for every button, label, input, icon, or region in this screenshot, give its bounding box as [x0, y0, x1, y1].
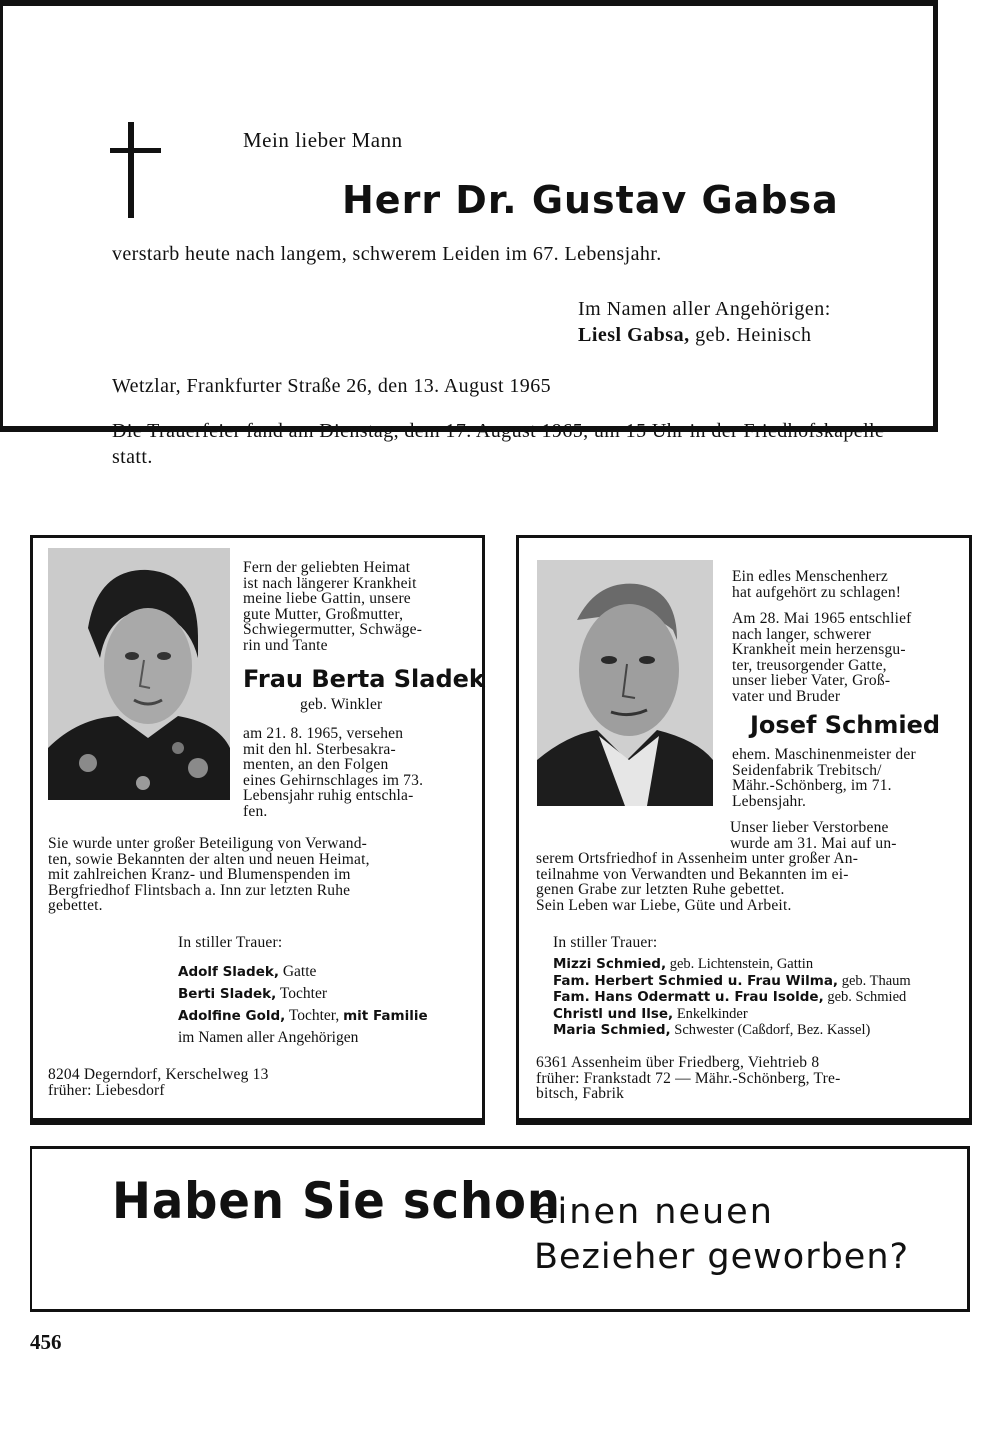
schmied-occupation-line: Mähr.-Schönberg, im 71. [732, 777, 892, 794]
sladek-intro-line: ist nach längerer Krankheit [243, 574, 417, 592]
mourner-line [553, 956, 911, 973]
cross-icon [128, 122, 134, 218]
schmied-burial-line: serem Ortsfriedhof in Assenheim unter großer An- [536, 850, 859, 867]
schmied-occupation-line: ehem. Maschinenmeister der [732, 746, 916, 763]
schmied-intro-line: Ein edles Menschenherz [732, 568, 888, 585]
sladek-intro-line: Schwiegermutter, Schwäge- [243, 621, 423, 638]
schmied-detail-line: Krankheit mein herzensgu- [732, 641, 906, 658]
mourner-name: Berti Sladek, [178, 986, 277, 1002]
sladek-intro-line: Fern der geliebten Heimat [243, 559, 411, 576]
mourner-relation: geb. Thaum [838, 972, 911, 989]
schmied-name: Josef Schmied [750, 711, 941, 739]
schmied-occupation-line: Lebensjahr. [732, 792, 807, 810]
mourner-line [553, 973, 911, 990]
mourner-family: mit Familie [343, 1008, 428, 1024]
deceased-name: Herr Dr. Gustav Gabsa [342, 178, 839, 222]
schmied-intro [732, 569, 958, 600]
schmied-burial-line: wurde am 31. Mai auf un- [730, 834, 897, 852]
schmied-details [732, 611, 958, 704]
mourner-relation: im Namen aller Angehörigen [178, 1029, 359, 1046]
address-line: 6361 Assenheim über Friedberg, Viehtrieb 8 [536, 1054, 820, 1071]
mourner-relation: geb. Lichtenstein, Gattin [666, 956, 814, 972]
address-line: früher: Liebesdorf [48, 1081, 165, 1099]
schmied-intro-line: hat aufgehört zu schlagen! [732, 583, 902, 601]
sladek-mourning-title: In stiller Trauer: [178, 934, 283, 951]
sladek-intro-line: gute Mutter, Großmutter, [243, 605, 404, 623]
signer-name: Liesl Gabsa, [578, 324, 690, 346]
sladek-intro [243, 560, 471, 653]
mourner-relation: Tochter, [285, 1007, 344, 1024]
mourner-name: Mizzi Schmied, [553, 956, 667, 972]
sladek-address [48, 1067, 269, 1098]
sladek-mourners [178, 961, 428, 1049]
sladek-detail-line: am 21. 8. 1965, versehen [243, 725, 404, 742]
funeral-info: Die Trauerfeier fand am Dienstag, dem 17. August 1965, um 15 Uhr in der Friedhofskapelle statt. [112, 420, 885, 468]
sladek-detail-line: menten, an den Folgen [243, 756, 389, 773]
sladek-name: Frau Berta Sladek [243, 665, 485, 693]
schmied-detail-line: nach langer, schwerer [732, 625, 872, 643]
portrait-photo-woman [48, 548, 230, 800]
cross-icon-bar [110, 148, 161, 153]
schmied-burial-line: genen Grabe zur letzten Ruhe gebettet. [536, 881, 785, 898]
sladek-detail-line: eines Gehirnschlages im 73. [243, 771, 424, 789]
mourner-name: Adolf Sladek, [178, 964, 279, 980]
schmied-detail-line: vater und Bruder [732, 687, 841, 705]
schmied-occupation-line: Seidenfabrik Trebitsch/ [732, 761, 882, 779]
schmied-burial-line: teilnahme von Verwandten und Bekannten im ei- [536, 865, 849, 883]
schmied-burial-line: Sein Leben war Liebe, Güte und Arbeit. [536, 896, 792, 914]
schmied-mourners [553, 956, 911, 1039]
schmied-burial [536, 820, 956, 913]
sladek-details [243, 726, 471, 819]
signer-maiden: geb. Heinisch [689, 324, 812, 346]
sladek-detail-line: mit den hl. Sterbesakra- [243, 740, 396, 758]
schmied-occupation [732, 747, 958, 809]
mourner-name: Fam. Hans Odermatt u. Frau Isolde, [553, 989, 824, 1005]
place-date: Wetzlar, Frankfurter Straße 26, den 13. August 1965 [112, 375, 552, 397]
schmied-address [536, 1055, 956, 1102]
sladek-detail-line: fen. [243, 802, 268, 820]
address-line: bitsch, Fabrik [536, 1085, 625, 1102]
ad-line1: einen neuen [534, 1192, 774, 1232]
schmied-detail-line: unser lieber Vater, Groß- [732, 672, 891, 689]
signer [578, 324, 812, 347]
family-intro: Im Namen aller Angehörigen: [578, 298, 831, 320]
page-number: 456 [30, 1330, 62, 1354]
notice-intro: Mein lieber Mann [243, 128, 403, 152]
mourner-relation: geb. Schmied [823, 989, 907, 1005]
mourner-relation: Schwester (Caßdorf, Bez. Kassel) [670, 1022, 871, 1038]
mourner-line [553, 1006, 911, 1023]
schmied-detail-line: ter, treusorgender Gatte, [732, 656, 887, 674]
ad-line2: Bezieher geworben? [534, 1237, 910, 1277]
mourner-name: Adolfine Gold, [178, 1008, 286, 1024]
sladek-burial-line: Bergfriedhof Flintsbach a. Inn zur letzten Ruhe [48, 881, 351, 899]
sladek-intro-line: meine liebe Gattin, unsere [243, 590, 411, 607]
death-line: verstarb heute nach langem, schwerem Leiden im 67. Lebensjahr. [112, 243, 662, 265]
mourner-name: Maria Schmied, [553, 1022, 671, 1038]
sladek-burial-line: ten, sowie Bekannten der alten und neuen Heimat, [48, 850, 370, 868]
sladek-burial [48, 836, 473, 914]
address-line: 8204 Degerndorf, Kerschelweg 13 [48, 1066, 269, 1083]
sladek-maiden: geb. Winkler [300, 696, 383, 713]
mourner-relation: Gatte [278, 963, 317, 980]
sladek-burial-line: Sie wurde unter großer Beteiligung von Verwand- [48, 835, 368, 852]
address-line: früher: Frankstadt 72 — Mähr.-Schönberg, Tre- [536, 1069, 841, 1087]
mourner-line [553, 1022, 911, 1039]
portrait-photo-man [537, 560, 713, 806]
mourner-line [178, 961, 428, 983]
mourner-line [178, 1027, 428, 1049]
mourner-relation: Tochter [276, 985, 327, 1002]
sladek-detail-line: Lebensjahr ruhig entschla- [243, 787, 414, 804]
sladek-burial-line: gebettet. [48, 897, 103, 914]
mourner-name: Christl und Ilse, [553, 1005, 674, 1022]
schmied-burial-line: Unser lieber Verstorbene [730, 819, 889, 836]
ad-headline: Haben Sie schon [112, 1172, 561, 1230]
mourner-relation: Enkelkinder [673, 1005, 748, 1022]
schmied-mourning-title: In stiller Trauer: [553, 934, 658, 951]
sladek-burial-line: mit zahlreichen Kranz- und Blumenspenden im [48, 866, 351, 883]
mourner-line [178, 1005, 428, 1027]
mourner-line [553, 989, 911, 1006]
schmied-detail-line: Am 28. Mai 1965 entschlief [732, 610, 912, 627]
sladek-intro-line: rin und Tante [243, 636, 328, 654]
mourner-line [178, 983, 428, 1005]
mourner-name: Fam. Herbert Schmied u. Frau Wilma, [553, 972, 839, 989]
